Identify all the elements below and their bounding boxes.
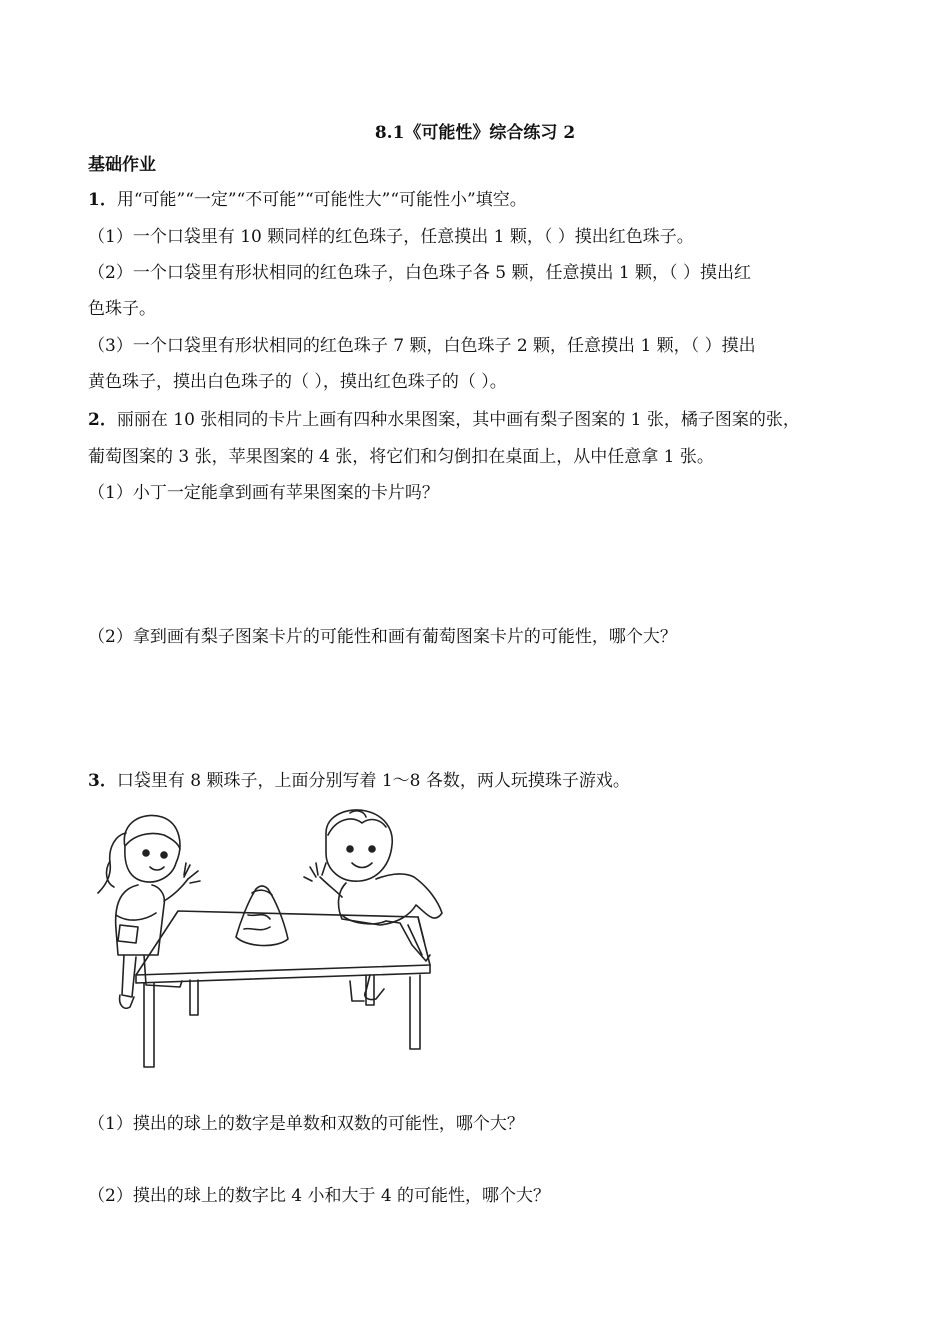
question-3-number: 3．	[88, 771, 117, 791]
table	[136, 911, 430, 1067]
question-1	[88, 189, 527, 211]
question-3-part-2: （2）摸出的球上的数字比 4 小和大于 4 的可能性，哪个大？	[88, 1186, 551, 1206]
question-2	[88, 409, 800, 431]
question-2-number: 2．	[88, 410, 117, 430]
page-title: 8.1《可能性》综合练习 2	[374, 123, 576, 143]
question-1-part-3b: 黄色珠子，摸出白色珠子的（ ），摸出红色珠子的（ ）。	[88, 372, 507, 392]
question-3-part-1: （1）摸出的球上的数字是单数和双数的可能性，哪个大？	[88, 1114, 524, 1134]
question-1-part-1: （1）一个口袋里有 10 颗同样的红色珠子，任意摸出 1 颗，（ ）摸出红色珠子。	[88, 227, 694, 247]
question-3-text: 口袋里有 8 颗珠子，上面分别写着 1～8 各数，两人玩摸珠子游戏。	[116, 771, 630, 791]
section-heading: 基础作业	[88, 155, 156, 175]
question-2-text-b: 葡萄图案的 3 张，苹果图案的 4 张，将它们和匀倒扣在桌面上，从中任意拿 1 张。	[88, 447, 714, 467]
boy-figure	[304, 810, 442, 1001]
children-table-illustration	[80, 805, 480, 1075]
question-2-text-a: 丽丽在 10 张相同的卡片上画有四种水果图案，其中画有梨子图案的 1 张，橘子图案的张，	[116, 410, 800, 430]
question-1-part-2b: 色珠子。	[88, 299, 156, 319]
question-3	[88, 770, 630, 792]
question-1-number: 1．	[88, 190, 117, 210]
question-1-text: 用“可能”“一定”“不可能”“可能性大”“可能性小”填空。	[116, 190, 527, 210]
question-1-part-3a: （3）一个口袋里有形状相同的红色珠子 7 颗，白色珠子 2 颗，任意摸出 1 颗，（ ）摸出	[88, 336, 756, 356]
question-2-part-2: （2）拿到画有梨子图案卡片的可能性和画有葡萄图案卡片的可能性，哪个大？	[88, 627, 677, 647]
bag-icon	[236, 886, 288, 946]
question-2-part-1: （1）小丁一定能拿到画有苹果图案的卡片吗？	[88, 483, 439, 503]
question-1-part-2a: （2）一个口袋里有形状相同的红色珠子，白色珠子各 5 颗，任意摸出 1 颗，（ ）摸出红	[88, 263, 751, 283]
